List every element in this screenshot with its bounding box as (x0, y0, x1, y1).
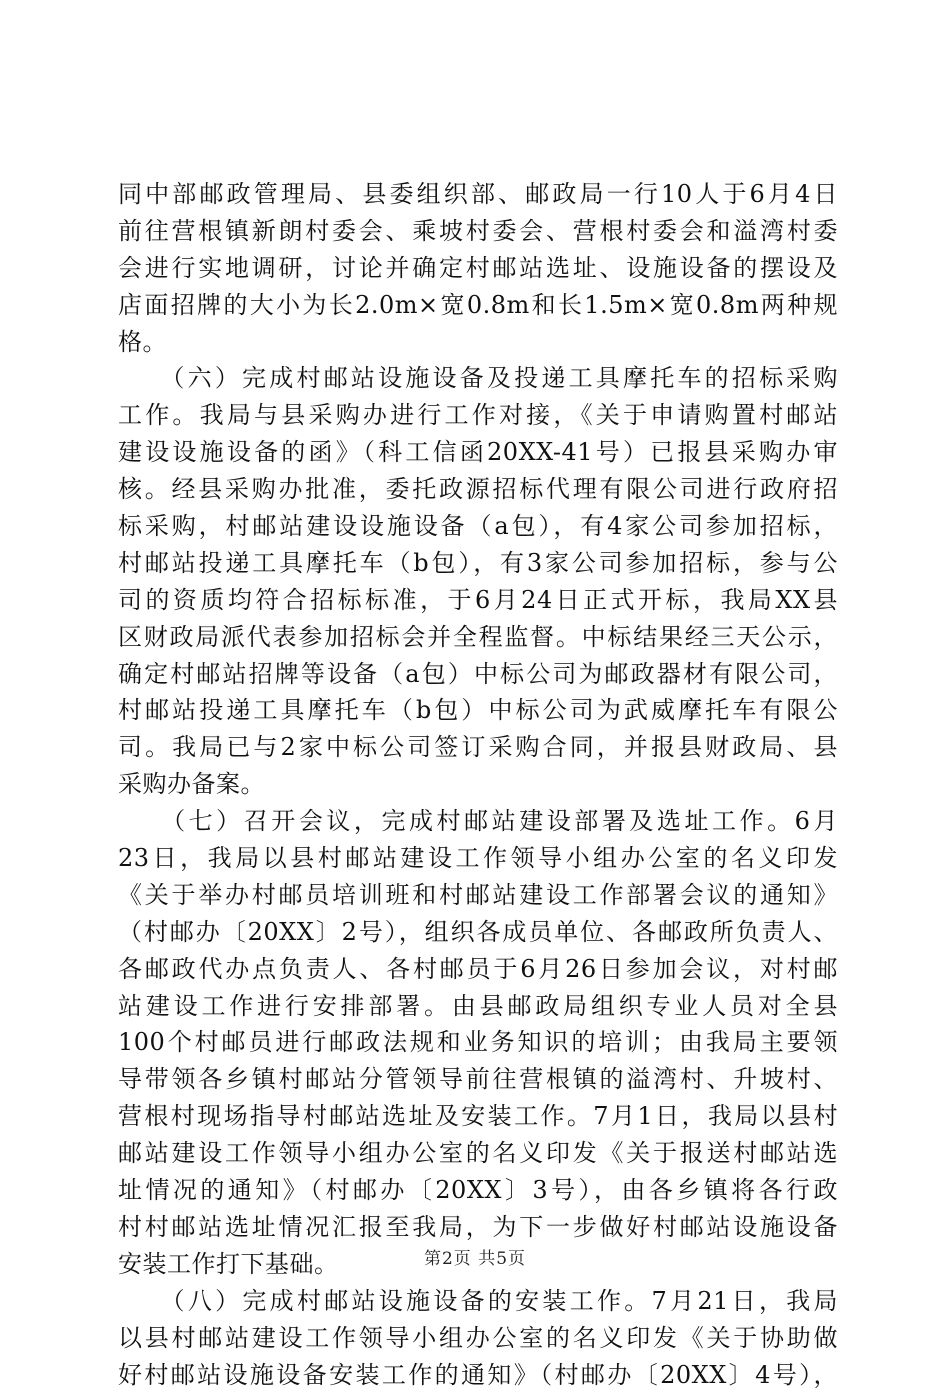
text-line: 村邮站投递工具摩托车（b包），有3家公司参加招标，参与公 (118, 545, 838, 582)
text-line: （八）完成村邮站设施设备的安装工作。7月21日，我局 (118, 1283, 838, 1320)
text-line: （六）完成村邮站设施设备及投递工具摩托车的招标采购 (118, 360, 838, 397)
text-line: 确定村邮站招牌等设备（a包）中标公司为邮政器材有限公司， (118, 656, 838, 693)
text-line: 站建设工作进行安排部署。由县邮政局组织专业人员对全县 (118, 988, 838, 1025)
text-line: 前往营根镇新朗村委会、乘坡村委会、营根村委会和溢湾村委 (118, 213, 838, 250)
text-line: 店面招牌的大小为长2.0m×宽0.8m和长1.5m×宽0.8m两种规 (118, 287, 838, 324)
text-line: 导带领各乡镇村邮站分管领导前往营根镇的溢湾村、升坡村、 (118, 1061, 838, 1098)
text-line: 《关于举办村邮员培训班和村邮站建设工作部署会议的通知》 (118, 877, 838, 914)
text-line: 标采购，村邮站建设设施设备（a包），有4家公司参加招标， (118, 508, 838, 545)
text-line: 核。经县采购办批准，委托政源招标代理有限公司进行政府招 (118, 471, 838, 508)
text-line: 会进行实地调研，讨论并确定村邮站选址、设施设备的摆设及 (118, 250, 838, 287)
text-line: 好村邮站设施设备安装工作的通知》（村邮办〔20XX〕4号）， (118, 1357, 838, 1393)
text-line: 安装工作打下基础。 (118, 1246, 838, 1283)
text-line: 采购办备案。 (118, 766, 838, 803)
text-line: 同中部邮政管理局、县委组织部、邮政局一行10人于6月4日 (118, 176, 838, 213)
text-line: 工作。我局与县采购办进行工作对接，《关于申请购置村邮站 (118, 397, 838, 434)
text-line: 建设设施设备的函》（科工信函20XX-41号）已报县采购办审 (118, 434, 838, 471)
text-line: 100个村邮员进行邮政法规和业务知识的培训；由我局主要领 (118, 1024, 838, 1061)
text-line: 以县村邮站建设工作领导小组办公室的名义印发《关于协助做 (118, 1320, 838, 1357)
text-line: （村邮办〔20XX〕2号），组织各成员单位、各邮政所负责人、 (118, 914, 838, 951)
text-line: 司的资质均符合招标标准，于6月24日正式开标，我局XX县 (118, 582, 838, 619)
page-footer: 第2页 共5页 (0, 1244, 950, 1269)
text-line: 村邮站投递工具摩托车（b包）中标公司为武威摩托车有限公 (118, 692, 838, 729)
text-line: 村村邮站选址情况汇报至我局，为下一步做好村邮站设施设备 (118, 1209, 838, 1246)
text-line: 格。 (118, 324, 838, 361)
document-body (118, 176, 838, 1393)
text-line: 营根村现场指导村邮站选址及安装工作。7月1日，我局以县村 (118, 1098, 838, 1135)
text-line: 23日，我局以县村邮站建设工作领导小组办公室的名义印发 (118, 840, 838, 877)
text-line: 司。我局已与2家中标公司签订采购合同，并报县财政局、县 (118, 729, 838, 766)
text-line: （七）召开会议，完成村邮站建设部署及选址工作。6月 (118, 803, 838, 840)
text-line: 址情况的通知》（村邮办〔20XX〕3号），由各乡镇将各行政 (118, 1172, 838, 1209)
text-line: 邮站建设工作领导小组办公室的名义印发《关于报送村邮站选 (118, 1135, 838, 1172)
text-line: 区财政局派代表参加招标会并全程监督。中标结果经三天公示， (118, 619, 838, 656)
text-line: 各邮政代办点负责人、各村邮员于6月26日参加会议，对村邮 (118, 951, 838, 988)
